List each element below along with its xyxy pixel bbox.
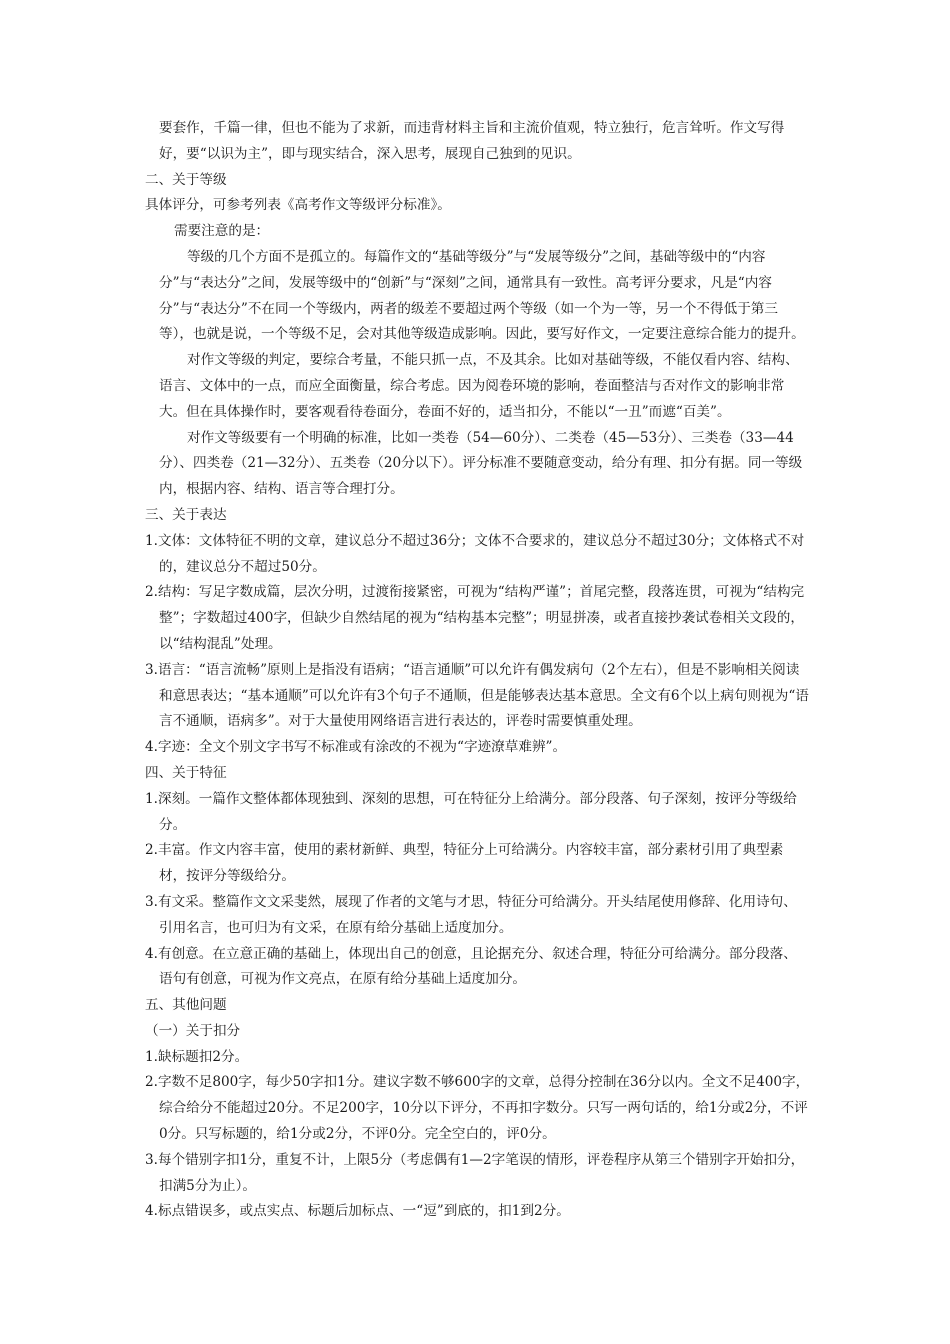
- expression-item: 3.语言：“语言流畅”原则上是指没有语病；“语言通顺”可以允许有偶发病句（2个左右），但是不影响相关阅读和意思表达；“基本通顺”可以允许有3个句子不通顺，但是能够表达基本意思。全文有6个以上病句则视为“语言不通顺，语病多”。对于大量使用网络语言进行表达的，评卷时需要慎重处理。: [145, 661, 809, 730]
- deduction-item: 3.每个错别字扣1分，重复不计，上限5分（考虑偶有1—2字笔误的情形，评卷程序从第三个错别字开始扣分，扣满5分为止）。: [145, 1151, 805, 1194]
- document-page: [145, 116, 810, 1225]
- features-item: 1.深刻。一篇作文整体都体现独到、深刻的思想，可在特征分上给满分。部分段落、句子深刻，按评分等级给分。: [145, 790, 797, 833]
- grades-reference: 具体评分，可参考列表《高考作文等级评分标准》。: [145, 197, 451, 214]
- features-item: 4.有创意。在立意正确的基础上，体现出自己的创意，且论据充分、叙述合理，特征分可给满分。部分段落、语句有创意，可视为作文亮点，在原有给分基础上适度加分。: [145, 945, 797, 988]
- intro-continuation: 要套作，千篇一律，但也不能为了求新，而违背材料主旨和主流价值观，特立独行，危言耸听。作文写得好，要“以识为主”，即与现实结合，深入思考，展现自己独到的见识。: [159, 120, 785, 162]
- section-heading-features: 四、关于特征: [145, 764, 227, 781]
- expression-item: 4.字迹：全文个别文字书写不标准或有涂改的不视为“字迹潦草难辨”。: [145, 739, 567, 756]
- deduction-item: 2.字数不足800字，每少50字扣1分。建议字数不够600字的文章，总得分控制在36分以内。全文不足400字，综合给分不能超过20分。不足200字，10分以下评分，不再扣字数分。只写一两句话的，给1分或2分，不评0分。只写标题的，给1分或2分，不评0分。完全空白的，评0分。: [145, 1074, 810, 1143]
- subheading-deductions: （一）关于扣分: [145, 1022, 241, 1039]
- expression-item: 2.结构：写足字数成篇，层次分明，过渡衔接紧密，可视为“结构严谨”；首尾完整，段落连贯，可视为“结构完整”；字数超过400字，但缺少自然结尾的视为“结构基本完整”；明显拼凑，或者直接抄袭试卷相关文段的，以“结构混乱”处理。: [145, 584, 805, 652]
- grades-paragraph: 对作文等级要有一个明确的标准，比如一类卷（54—60分）、二类卷（45—53分）、三类卷（33—44分）、四类卷（21—32分）、五类卷（20分以下）。评分标准不要随意变动，给分有理、扣分有据。同一等级内，根据内容、结构、语言等合理打分。: [159, 429, 803, 498]
- deduction-item: 4.标点错误多，或点实点、标题后加标点、一“逗”到底的，扣1到2分。: [145, 1203, 570, 1220]
- features-item: 2.丰富。作文内容丰富，使用的素材新鲜、典型，特征分上可给满分。内容较丰富，部分素材引用了典型素材，按评分等级给分。: [145, 842, 784, 885]
- section-heading-grades: 二、关于等级: [145, 171, 227, 188]
- deduction-item: 1.缺标题扣2分。: [145, 1048, 249, 1065]
- expression-item: 1.文体：文体特征不明的文章，建议总分不超过36分；文体不合要求的，建议总分不超过30分；文体格式不对的，建议总分不超过50分。: [145, 532, 805, 575]
- grades-paragraph: 等级的几个方面不是孤立的。每篇作文的“基础等级分”与“发展等级分”之间，基础等级中的“内容分”与“表达分”之间，发展等级中的“创新”与“深刻”之间，通常具有一致性。高考评分要求，凡是“内容分”与“表达分”不在同一个等级内，两者的级差不要超过两个等级（如一个为一等，另一个不得低于第三等），也就是说，一个等级不足，会对其他等级造成影响。因此，要写好作文，一定要注意综合能力的提升。: [159, 248, 805, 343]
- section-heading-other: 五、其他问题: [145, 997, 227, 1014]
- section-heading-expression: 三、关于表达: [145, 506, 227, 523]
- grades-note: 需要注意的是：: [174, 223, 270, 240]
- grades-paragraph: 对作文等级的判定，要综合考量，不能只抓一点，不及其余。比如对基础等级，不能仅看内容、结构、语言、文体中的一点，而应全面衡量，综合考虑。因为阅卷环境的影响，卷面整洁与否对作文的影响非常大。但在具体操作时，要客观看待卷面分，卷面不好的，适当扣分，不能以“一丑”而遮“百美”。: [159, 352, 799, 420]
- features-item: 3.有文采。整篇作文文采斐然，展现了作者的文笔与才思，特征分可给满分。开头结尾使用修辞、化用诗句、引用名言，也可归为有文采，在原有给分基础上适度加分。: [145, 893, 797, 936]
